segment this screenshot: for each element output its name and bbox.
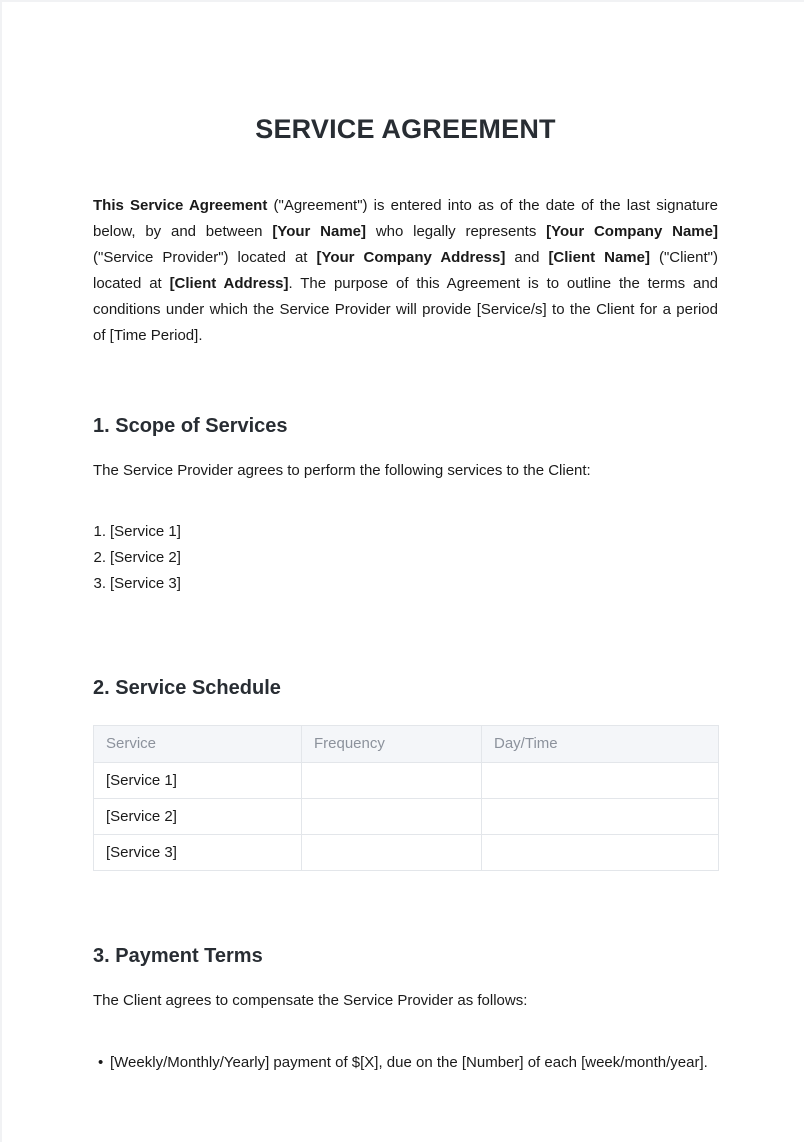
table-header-row bbox=[94, 726, 719, 763]
intro-placeholder-field: [Your Company Name] bbox=[546, 223, 718, 240]
table-row bbox=[94, 835, 719, 871]
list-item-number: 3. bbox=[93, 575, 106, 592]
service-schedule-table bbox=[93, 725, 719, 871]
list-item bbox=[93, 519, 718, 545]
section-heading-scope-of-services: 1. Scope of Services bbox=[93, 415, 288, 437]
intro-placeholder-field: [Your Company Address] bbox=[316, 249, 506, 266]
table-cell[interactable] bbox=[482, 835, 719, 871]
document-title: SERVICE AGREEMENT bbox=[255, 114, 556, 144]
table-cell[interactable] bbox=[302, 763, 482, 799]
table-cell[interactable]: [Service 1] bbox=[94, 763, 302, 799]
intro-text-run: ("Agreement") is entered into as of the date of the last signature below, by and between bbox=[93, 197, 718, 240]
table-row bbox=[94, 799, 719, 835]
table-cell[interactable] bbox=[482, 799, 719, 835]
intro-placeholder-field: [Your Name] bbox=[272, 223, 367, 240]
list-item bbox=[93, 545, 718, 571]
intro-text-run: who legally represents bbox=[366, 223, 547, 240]
payment-terms-intro: The Client agrees to compensate the Service Provider as follows: bbox=[93, 992, 528, 1009]
scope-of-services-intro: The Service Provider agrees to perform the following services to the Client: bbox=[93, 462, 591, 479]
payment-terms-list bbox=[93, 1014, 718, 1076]
intro-placeholder-field: [Client Address] bbox=[169, 275, 289, 292]
section-heading-service-schedule: 2. Service Schedule bbox=[93, 677, 281, 699]
table-column-header-daytime: Day/Time bbox=[482, 726, 719, 763]
intro-text-run: . The purpose of this Agreement is to outline the terms and conditions under which the Service Provider will provide [Service/s] to the Client for a period of [Time Period]. bbox=[93, 275, 718, 344]
table-column-header-service: Service bbox=[94, 726, 302, 763]
table-column-header-frequency: Frequency bbox=[302, 726, 482, 763]
list-item-label: [Service 1] bbox=[110, 523, 181, 540]
table-cell[interactable] bbox=[482, 763, 719, 799]
intro-placeholder-field: [Client Name] bbox=[548, 249, 650, 266]
list-item bbox=[93, 571, 718, 597]
intro-placeholder-field: This Service Agreement bbox=[93, 197, 268, 214]
table-cell[interactable]: [Service 3] bbox=[94, 835, 302, 871]
table-row bbox=[94, 763, 719, 799]
intro-text-run: and bbox=[505, 249, 549, 266]
scope-of-services-list bbox=[93, 484, 718, 597]
list-item-label: [Weekly/Monthly/Yearly] payment of $[X], due on the [Number] of each [week/month/year]. bbox=[110, 1054, 708, 1071]
section-heading-payment-terms: 3. Payment Terms bbox=[93, 945, 263, 967]
list-item-label: [Service 2] bbox=[110, 549, 181, 566]
intro-text-run: ("Client") located at bbox=[93, 249, 718, 292]
table-cell[interactable]: [Service 2] bbox=[94, 799, 302, 835]
list-item-number: 2. bbox=[93, 549, 106, 566]
table-cell[interactable] bbox=[302, 799, 482, 835]
list-item-number: 1. bbox=[93, 523, 106, 540]
bullet-icon: • bbox=[98, 1054, 104, 1071]
list-item bbox=[93, 1050, 718, 1076]
list-item-label: [Service 3] bbox=[110, 575, 181, 592]
introduction-paragraph bbox=[93, 147, 718, 349]
intro-text-run: ("Service Provider") located at bbox=[93, 249, 317, 266]
table-cell[interactable] bbox=[302, 835, 482, 871]
